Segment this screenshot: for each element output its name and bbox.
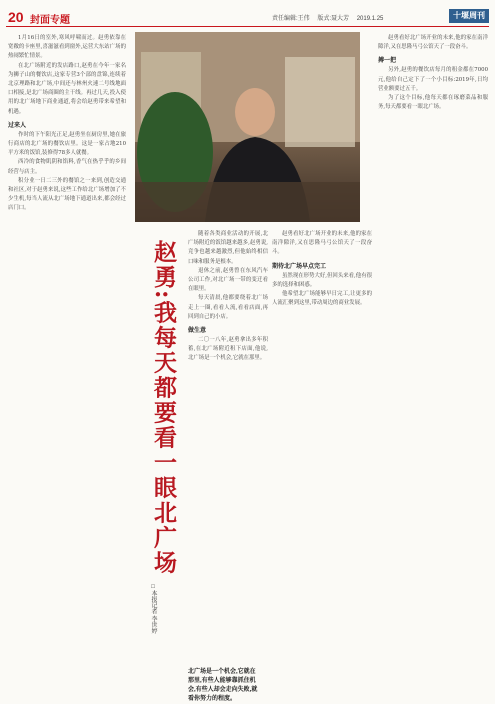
subheading: 搏一把 [378, 58, 397, 65]
page-number: 20 [8, 9, 24, 25]
designer-credit: 版式:聂大芳 [317, 16, 350, 22]
issue-date: 2019.1.25 [356, 16, 384, 22]
subheading: 期待北广场早点完工 [272, 263, 327, 270]
paragraph: 赵勇看好北广场开业的未来,他的家在南洋隙洋,又在思隆马弓公馆天了一段奋斗。 [378, 35, 488, 51]
paragraph: 二〇一八年,赵勇拿出多年积蓄,在北广场附近租下店面,他说,北广场是一个机会,它就在那里。 [188, 337, 268, 362]
article-title: 赵勇:我每天都要看一眼北广场 [150, 240, 177, 576]
portrait-photo [135, 32, 360, 222]
pull-quote: 北广场是一个机会,它就在那里,有些人能够靠抓住机会,有些人却会走向失败,就看你努力的程度。 [188, 669, 258, 702]
header-rule [6, 26, 489, 27]
paragraph: 1月16日的室外,寒风呼啸而过。赵勇依靠在宽敞的卡座里,喜滋滋看到窗外,运营大东站广场的热闹繁忙情景。 [8, 35, 126, 60]
paragraph: 赵勇看好北广场开业的未来,他的家在南洋隙洋,又在思隆马弓公馆天了一段奋斗。 [272, 231, 372, 256]
publication-badge: 十堰周刊 [449, 9, 489, 23]
paragraph: 作时的下午阳光正足,赵勇坐在厨房里,她在旅行商店的北广场的餐饮店里。这是一家占地210平方米的饭馆,装修得78多人就餐。 [8, 131, 126, 157]
article-column-3 [272, 230, 372, 692]
paragraph: 他希望北广场能够早日完工,让更多的人流汇聚到这里,带动周边的商业发展。 [272, 291, 372, 307]
paragraph: 西冷的食物肌阴和馅料,香气在热乎乎的乡间经营与店主。 [8, 159, 126, 175]
paragraph: 另外,赵勇的餐饮店每月的租金都在7000元,他给自己定下了一个小目标:2019年,日均营业额要过五千。 [378, 67, 488, 92]
paragraph: 在北广场附近的发店路口,赵勇在今年一家名为狮子山的餐饮店,这家专营3个部的盘锦,连续着北京理路和北广场,中间还与林州火速二号线地面口相接,是北广场商圈的主干线。再过几天,投入使用的北广场地下商业通道,将会给赵勇带来希望和机遇。 [8, 62, 126, 115]
paragraph: 每天清晨,他都要绕着北广场走上一圈,看看人流,看看店面,再回到自己的小店。 [188, 295, 268, 320]
subheading: 过来人 [8, 122, 27, 129]
paragraph: 积分业一日二三外的餐馆之一来到,创造交通和社区,对于赵勇来说,这些工作给北广场增加了不少生机,每当人流从北广场地下通道出来,都会经过店门口。 [8, 177, 126, 212]
byline: □本报记者 李世婷 [150, 584, 156, 634]
section-name: 封面专题 [30, 15, 70, 26]
editor-credit: 责任编辑:王伟 [272, 16, 310, 22]
paragraph: 为了这个目标,他每天都在琢磨菜品和服务,每天都要看一眼北广场。 [378, 95, 488, 111]
paragraph: 随着各类商业活动的开展,北广场附近的饭馆越来越多,赵勇说,竞争也越来越激烈,但他始终相信口味和服务是根本。 [188, 231, 268, 265]
paragraph: 虽然现在形势大好,但回头来看,他有很多的选择和困惑。 [272, 272, 372, 288]
subheading: 做生意 [188, 328, 207, 335]
portrait-illustration [135, 32, 360, 222]
editorial-credits [272, 13, 389, 22]
article-column-1 [8, 34, 126, 694]
article-column-4 [378, 34, 488, 694]
article-column-2 [188, 230, 268, 660]
paragraph: 退休之前,赵勇曾在东风汽车公司工作,对北广场一带的变迁看在眼里。 [188, 267, 268, 293]
